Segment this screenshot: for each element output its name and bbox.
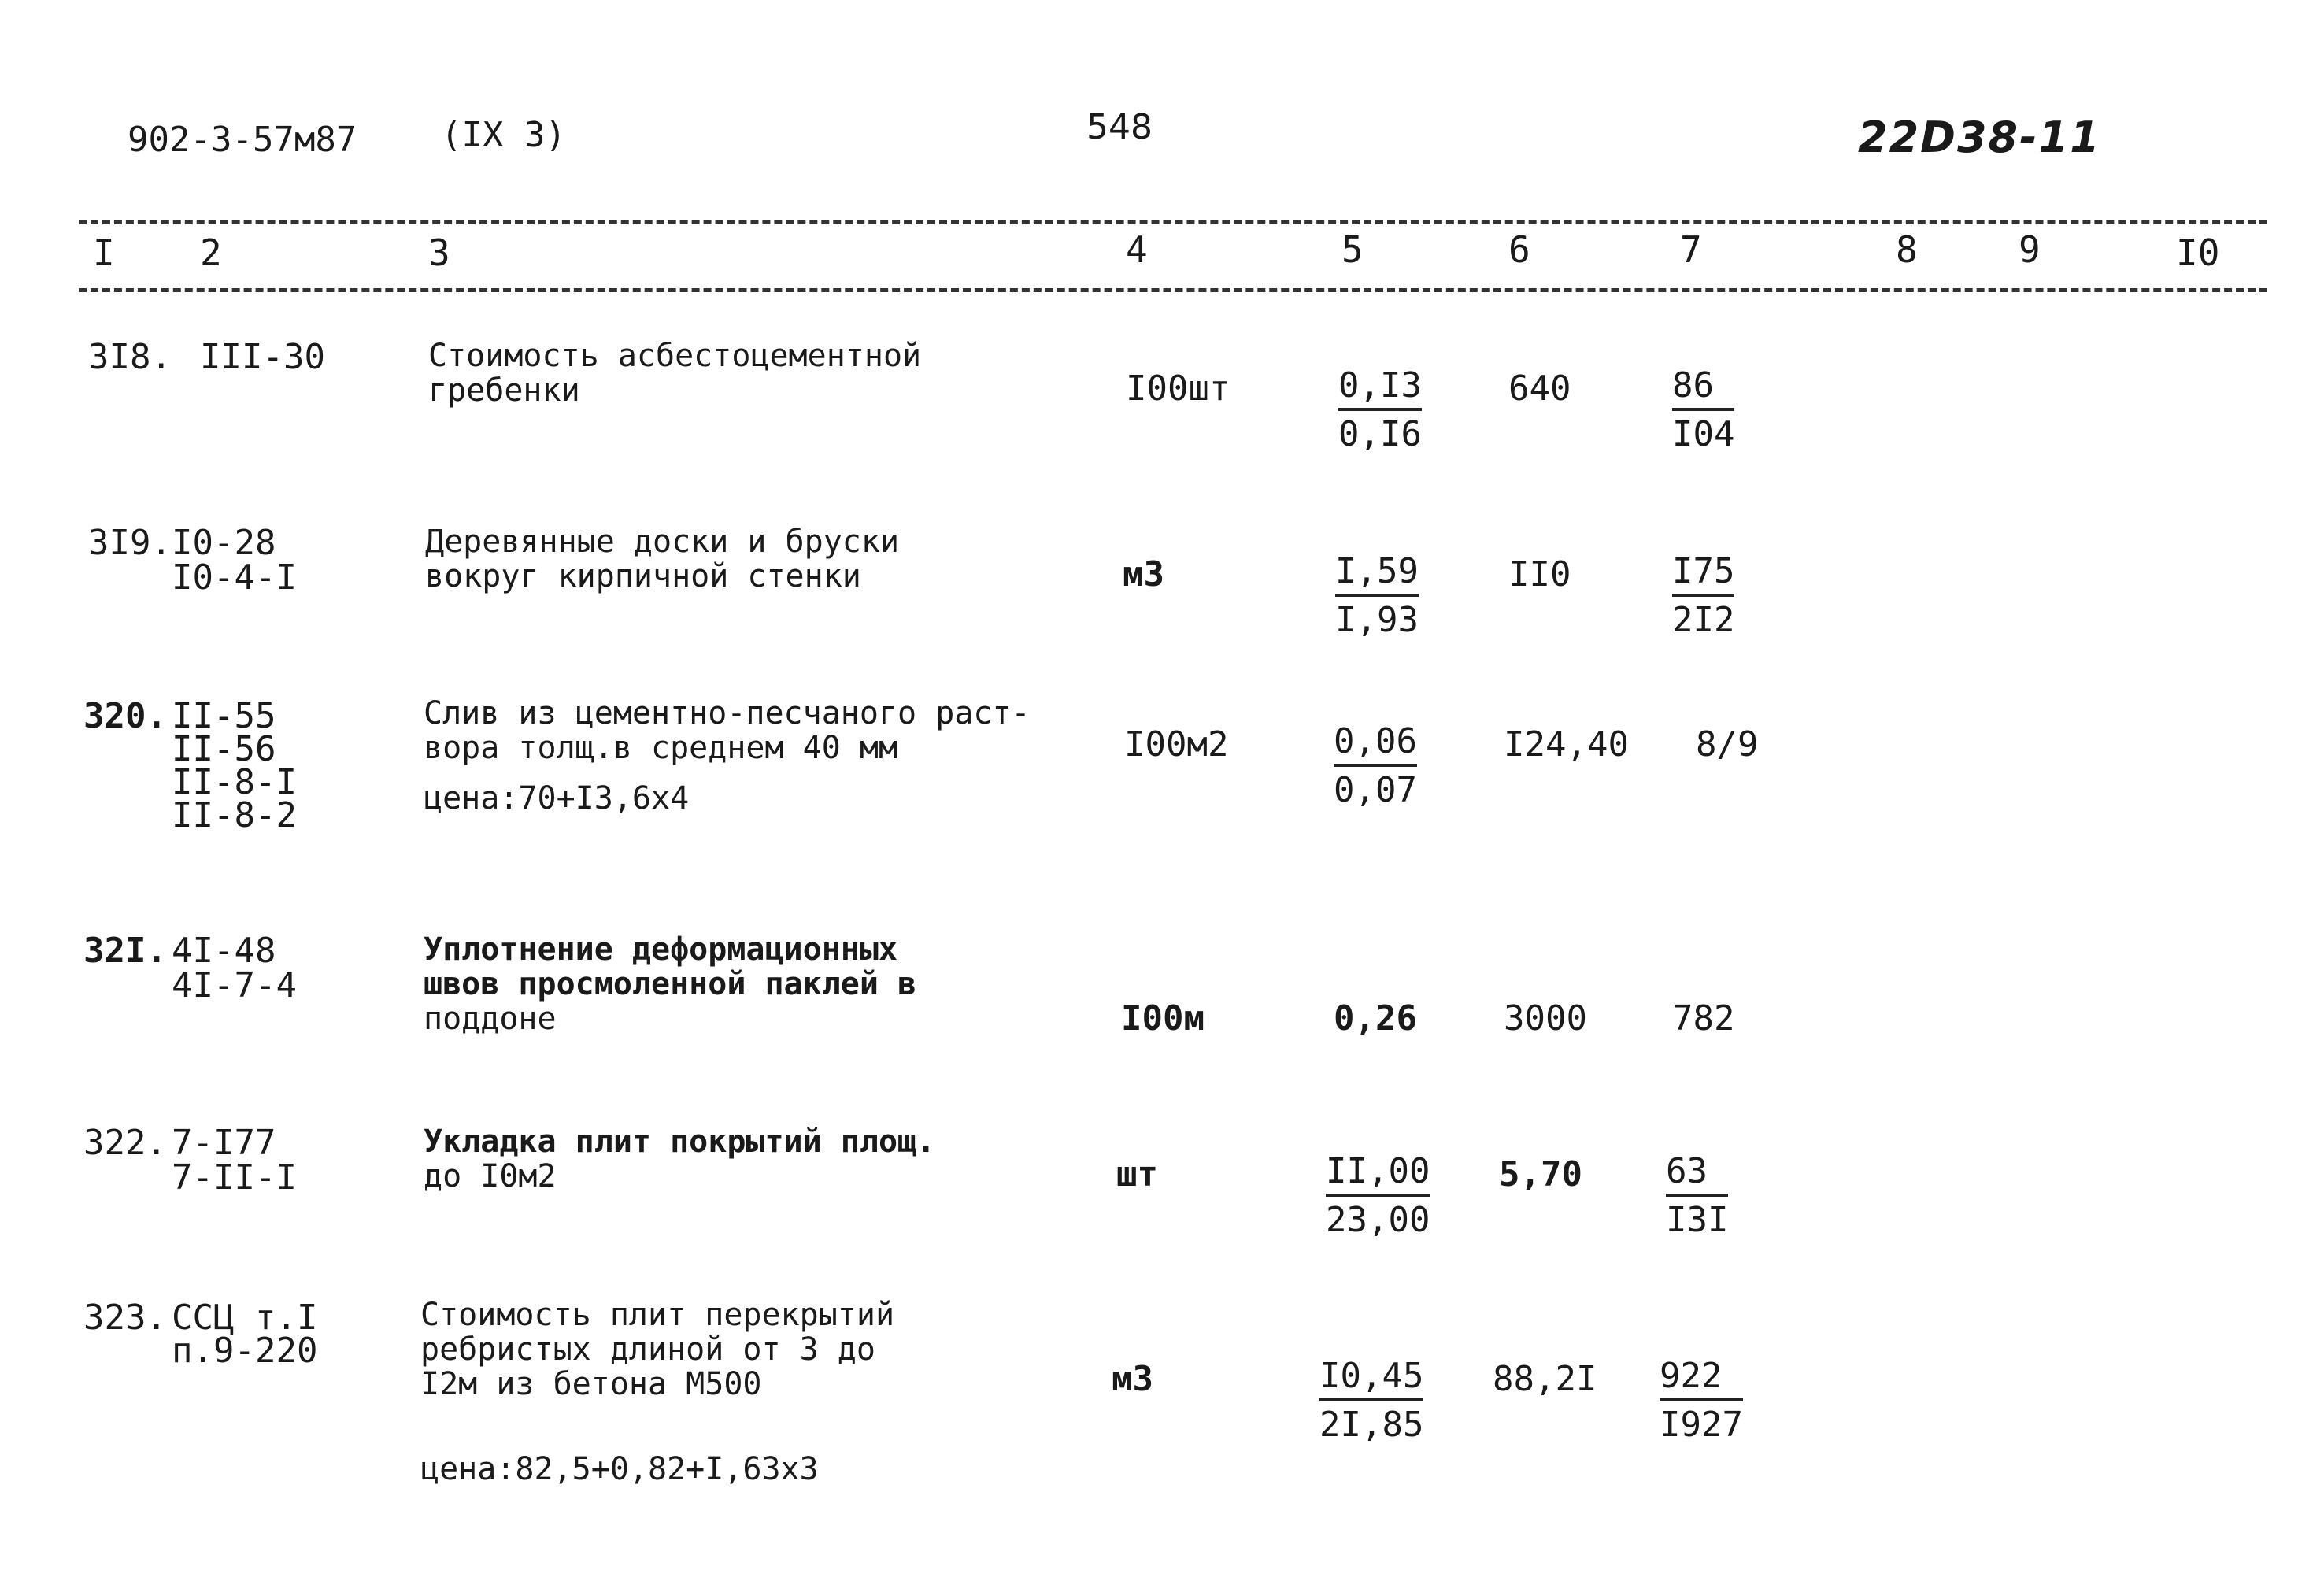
row-description-line: вора толщ.в среднем 40 мм: [424, 730, 898, 766]
col-header-9: 9: [2019, 228, 2041, 271]
row-description-line: швов просмоленной паклей в: [424, 966, 917, 1002]
norm-code: I0-28: [172, 523, 276, 563]
norm-code: III-30: [200, 337, 325, 377]
col-header-3: 3: [428, 231, 450, 274]
doc-code: 902-3-57м87: [128, 120, 357, 160]
norm-code: 4I-7-4: [172, 965, 297, 1005]
norm-code: II-8-I: [172, 762, 297, 802]
row-description-line: Стоимость плит перекрытий: [420, 1297, 895, 1333]
cost-fraction: [1672, 365, 1735, 454]
cost-bottom: I3I: [1666, 1200, 1729, 1240]
quantity-top: II,00: [1326, 1154, 1430, 1197]
quantity-top: I,59: [1335, 554, 1419, 597]
row-description-line: I2м из бетона М500: [420, 1366, 762, 1402]
cost-fraction: [1672, 551, 1735, 640]
col-header-6: 6: [1508, 228, 1530, 271]
quantity-top: I0,45: [1319, 1359, 1423, 1401]
unit-price: 3000: [1504, 998, 1587, 1039]
cost-top: I75: [1672, 554, 1734, 597]
unit: I00м: [1121, 998, 1205, 1039]
quantity-fraction: [1338, 365, 1422, 454]
header-bottom-rule: [79, 288, 2267, 292]
quantity-bottom: 0,I6: [1338, 414, 1422, 454]
unit-price: 88,2I: [1493, 1359, 1597, 1399]
row-number: 323.: [83, 1298, 167, 1338]
norm-code: II-8-2: [172, 795, 297, 835]
norm-code: 7-II-I: [172, 1157, 297, 1198]
norm-code: II-55: [172, 696, 276, 736]
unit: м3: [1123, 554, 1164, 594]
cost-bottom: I927: [1660, 1405, 1743, 1445]
unit-price: II0: [1508, 554, 1571, 594]
price-note: цена:70+I3,6х4: [424, 780, 690, 816]
row-number: 3I8.: [88, 337, 172, 377]
cost-top: 63: [1666, 1154, 1728, 1197]
quantity-value: 0,26: [1334, 998, 1417, 1039]
row-number: 322.: [83, 1123, 167, 1163]
quantity-fraction: [1326, 1151, 1430, 1240]
row-description-line: Уплотнение деформационных: [424, 931, 898, 968]
col-header-1: I: [93, 231, 115, 274]
unit: I00м2: [1124, 724, 1229, 765]
unit-price: 640: [1508, 368, 1571, 409]
quantity-fraction: [1335, 551, 1419, 640]
col-header-2: 2: [200, 231, 222, 274]
unit: шт: [1116, 1154, 1158, 1194]
norm-code: п.9-220: [172, 1331, 318, 1371]
cost-top: 922: [1660, 1359, 1743, 1401]
col-header-7: 7: [1680, 228, 1702, 271]
row-description-line: ребристых длиной от 3 до: [420, 1331, 875, 1368]
norm-code: 7-I77: [172, 1123, 276, 1163]
unit-price: 5,70: [1499, 1154, 1582, 1194]
quantity-bottom: 0,07: [1334, 770, 1417, 810]
row-description-line: гребенки: [428, 372, 580, 409]
page-number: 548: [1086, 107, 1153, 147]
cost-bottom: I04: [1672, 414, 1735, 454]
handwritten-number: 22D38-11: [1858, 113, 2101, 162]
row-description-line: Деревянные доски и бруски: [425, 524, 900, 560]
unit-price: I24,40: [1504, 724, 1629, 765]
norm-code: I0-4-I: [172, 557, 297, 598]
unit: I00шт: [1126, 368, 1230, 409]
row-description-line: Стоимость асбестоцементной: [428, 338, 922, 374]
col-header-5: 5: [1341, 228, 1364, 271]
norm-code: II-56: [172, 729, 276, 769]
row-description-line: Укладка плит покрытий площ.: [424, 1124, 936, 1160]
quantity-top: 0,I3: [1338, 368, 1422, 411]
row-number: 320.: [83, 696, 167, 736]
header-top-rule: [79, 220, 2267, 224]
unit: м3: [1112, 1359, 1153, 1399]
col-header-10: I0: [2176, 231, 2220, 274]
col-header-8: 8: [1896, 228, 1918, 271]
row-number: 32I.: [83, 931, 167, 971]
cost-fraction: [1666, 1151, 1729, 1240]
price-note: цена:82,5+0,82+I,63х3: [420, 1451, 819, 1487]
row-number: 3I9.: [88, 523, 172, 563]
quantity-bottom: 23,00: [1326, 1200, 1430, 1240]
col-header-4: 4: [1126, 228, 1148, 271]
norm-code: ССЦ т.I: [172, 1298, 318, 1338]
norm-code: 4I-48: [172, 931, 276, 971]
row-description-line: Слив из цементно-песчаного раст-: [424, 695, 1031, 731]
row-description-line: вокруг кирпичной стенки: [425, 558, 861, 594]
quantity-bottom: 2I,85: [1319, 1405, 1424, 1445]
cost-top: 86: [1672, 368, 1734, 411]
section-label: (IX 3): [441, 115, 566, 155]
cost-value: 782: [1672, 998, 1735, 1039]
quantity-top: 0,06: [1334, 724, 1417, 767]
quantity-fraction: [1319, 1356, 1424, 1445]
cost-value: 8/9: [1696, 724, 1759, 765]
quantity-bottom: I,93: [1335, 600, 1419, 640]
cost-fraction: [1660, 1356, 1743, 1445]
row-description-line: поддоне: [424, 1001, 557, 1037]
cost-bottom: 2I2: [1672, 600, 1735, 640]
row-description-line: до I0м2: [424, 1158, 557, 1194]
quantity-fraction: [1334, 721, 1417, 810]
